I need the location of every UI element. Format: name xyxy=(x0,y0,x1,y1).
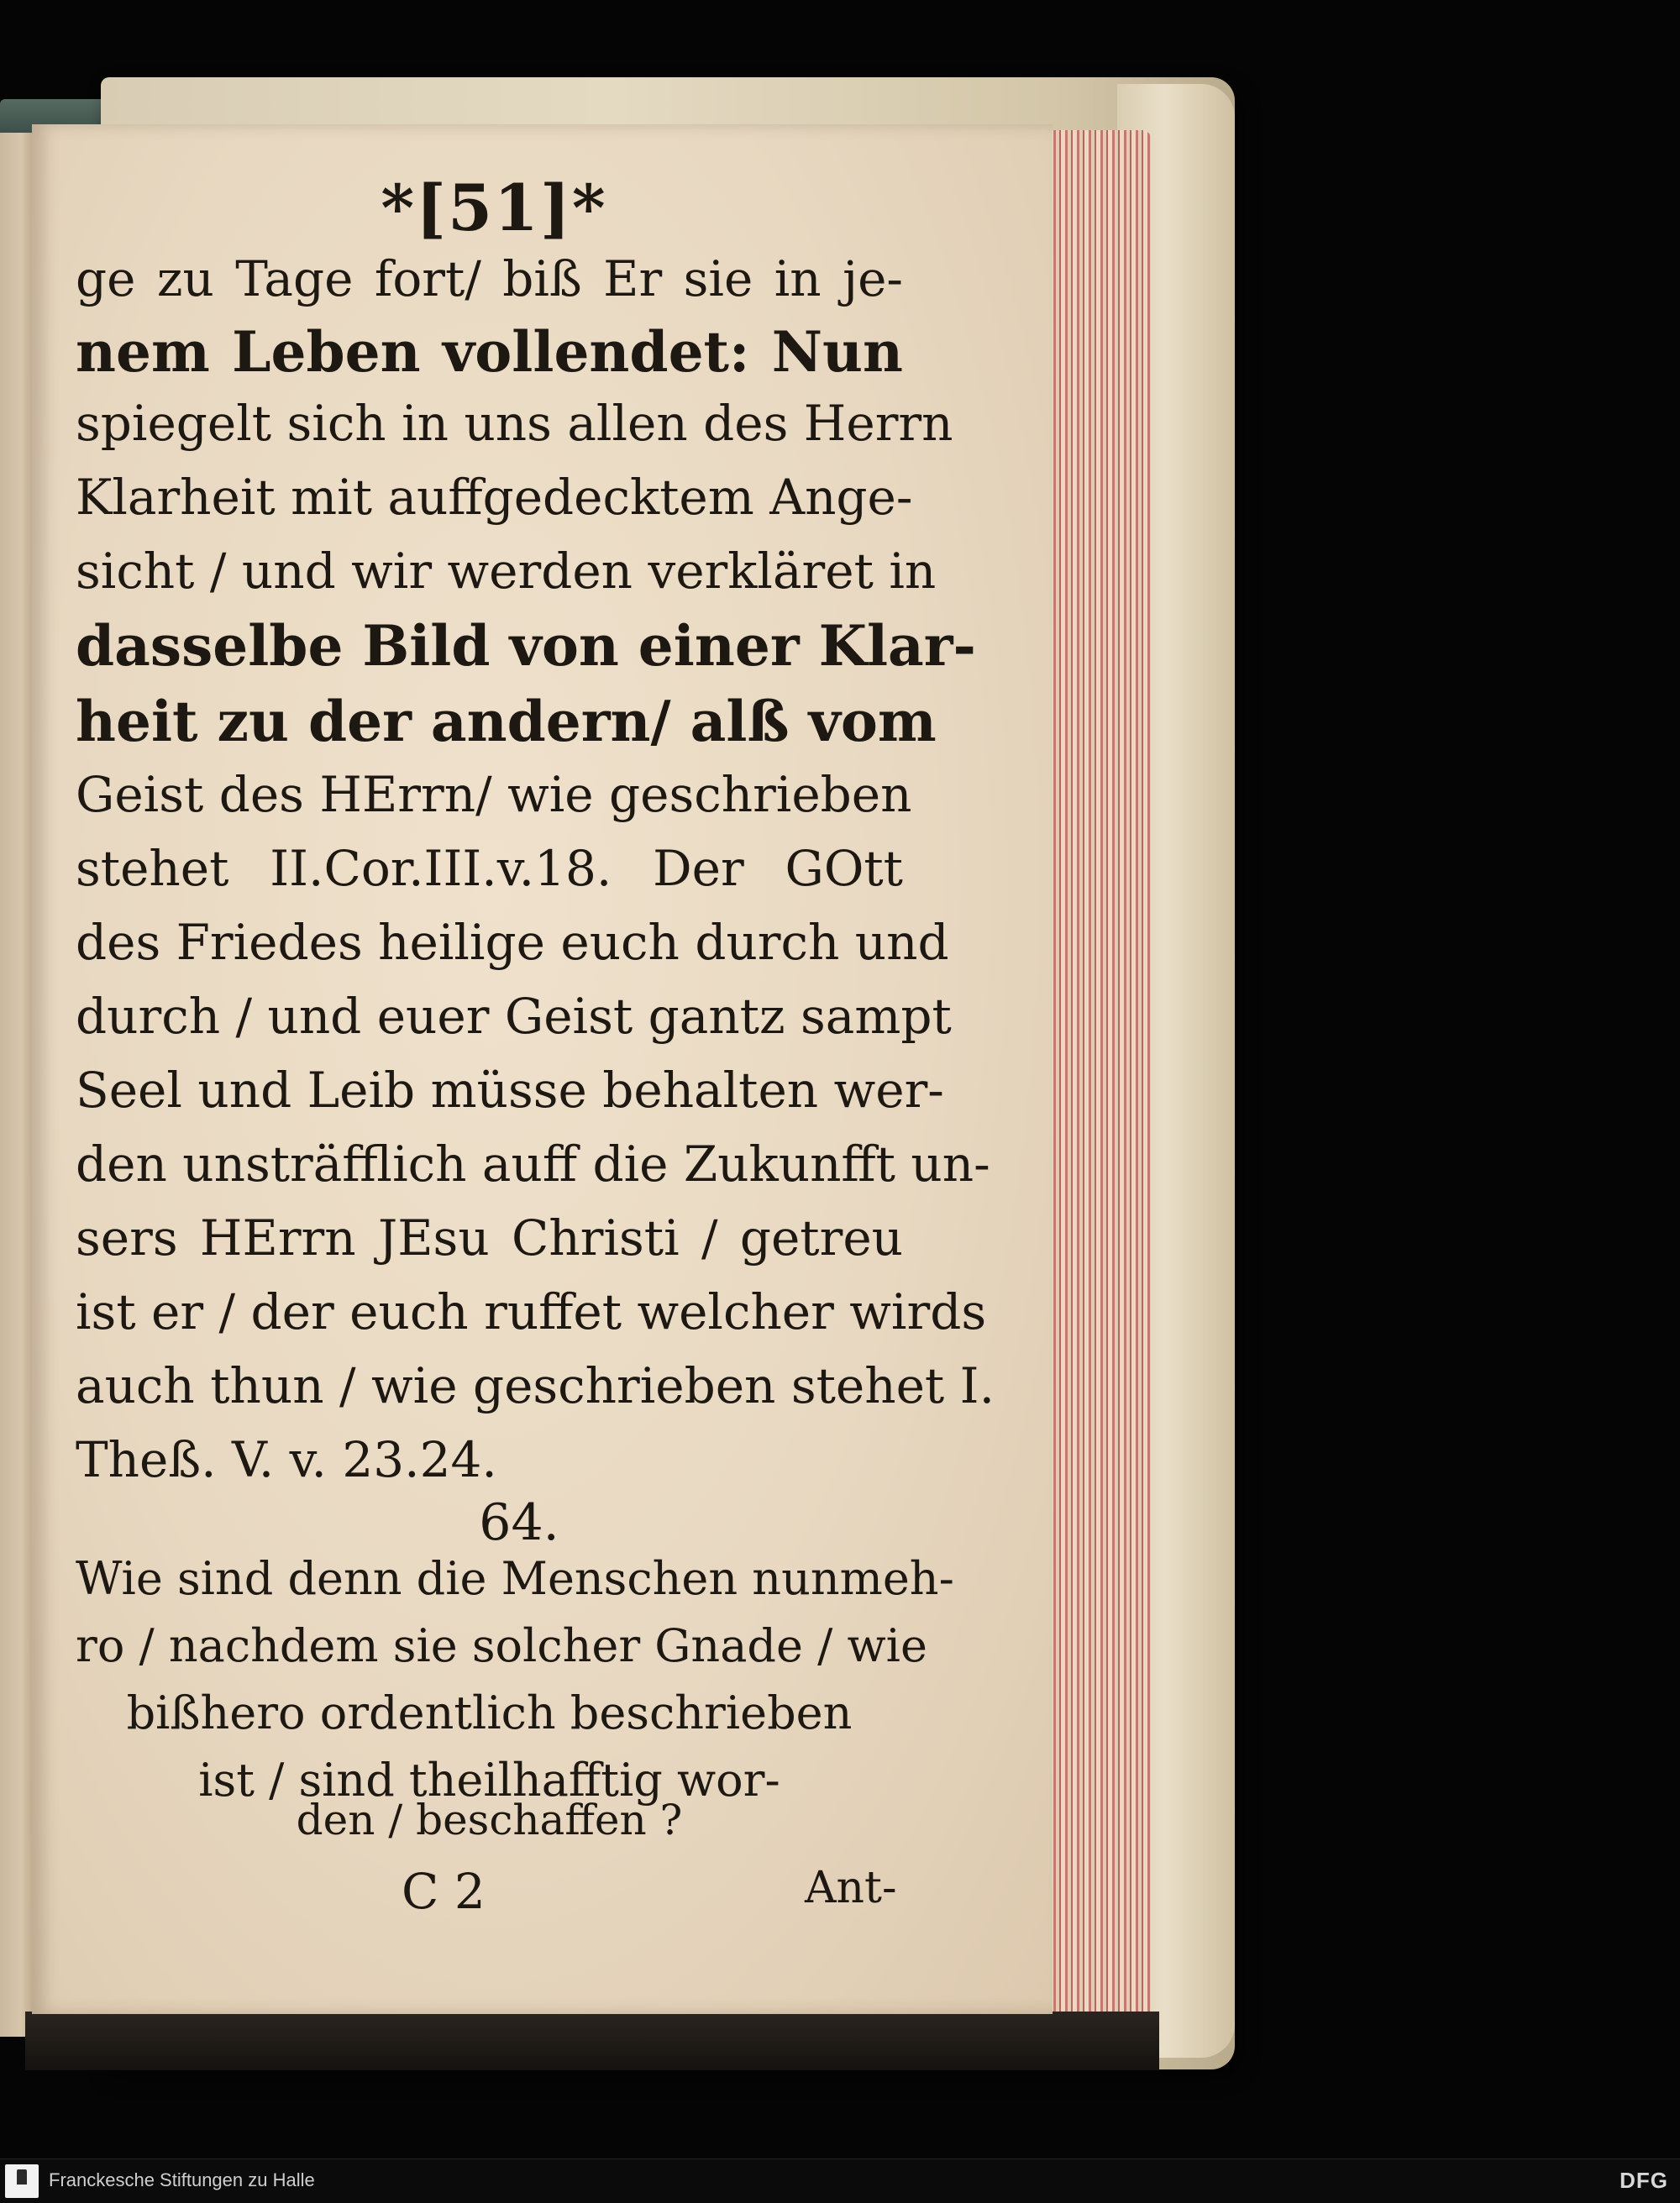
body-line: auch thun / wie geschrieben stehet I. xyxy=(76,1357,995,1414)
signature-mark: C 2 xyxy=(402,1863,486,1920)
question-line: den / beschaffen ? xyxy=(296,1796,683,1844)
body-line: nem Leben vollendet: Nun xyxy=(76,319,903,385)
logo-mark xyxy=(17,2169,27,2185)
book-page xyxy=(32,124,1053,2014)
body-line: Klarheit mit auffgedecktem Ange- xyxy=(76,469,913,526)
body-line: ge zu Tage fort/ biß Er sie in je- xyxy=(76,250,903,307)
body-line: Theß. V. v. 23.24. xyxy=(76,1431,497,1488)
question-line: bißhero ordentlich beschrieben xyxy=(126,1686,853,1739)
footer-institution: Franckesche Stiftungen zu Halle xyxy=(49,2169,315,2190)
body-line: den unsträfflich auff die Zukunfft un- xyxy=(76,1136,990,1193)
catchword: Ant- xyxy=(805,1863,897,1913)
body-line: des Friedes heilige euch durch und xyxy=(76,914,949,971)
body-line: stehet II.Cor.III.v.18. Der GOtt xyxy=(76,840,903,897)
dfg-logo: DFG xyxy=(1620,2168,1668,2193)
body-line: heit zu der andern/ alß vom xyxy=(76,689,937,754)
page-edges xyxy=(1042,130,1151,2020)
body-line: ist er / der euch ruffet welcher wirds xyxy=(76,1283,987,1340)
body-line: Seel und Leib müsse behalten wer- xyxy=(76,1062,944,1119)
institution-logo-icon xyxy=(5,2164,39,2198)
body-line: durch / und euer Geist gantz sampt xyxy=(76,988,952,1045)
question-line: Wie sind denn die Menschen nunmeh- xyxy=(76,1552,954,1605)
book-bottom-edge xyxy=(25,2012,1159,2070)
body-line: sicht / und wir werden verkläret in xyxy=(76,543,937,600)
body-line: sers HErrn JEsu Christi / getreu xyxy=(76,1209,903,1267)
question-line: ist / sind theilhafftig wor- xyxy=(198,1754,780,1807)
footer-bar xyxy=(0,2158,1680,2203)
page-number: *[51]* xyxy=(381,170,607,245)
question-line: ro / nachdem sie solcher Gnade / wie xyxy=(76,1619,927,1672)
body-line: dasselbe Bild von einer Klar- xyxy=(76,613,976,679)
body-line: spiegelt sich in uns allen des Herrn xyxy=(76,395,953,452)
body-line: Geist des HErrn/ wie geschrieben xyxy=(76,766,912,823)
question-number: 64. xyxy=(479,1493,559,1552)
